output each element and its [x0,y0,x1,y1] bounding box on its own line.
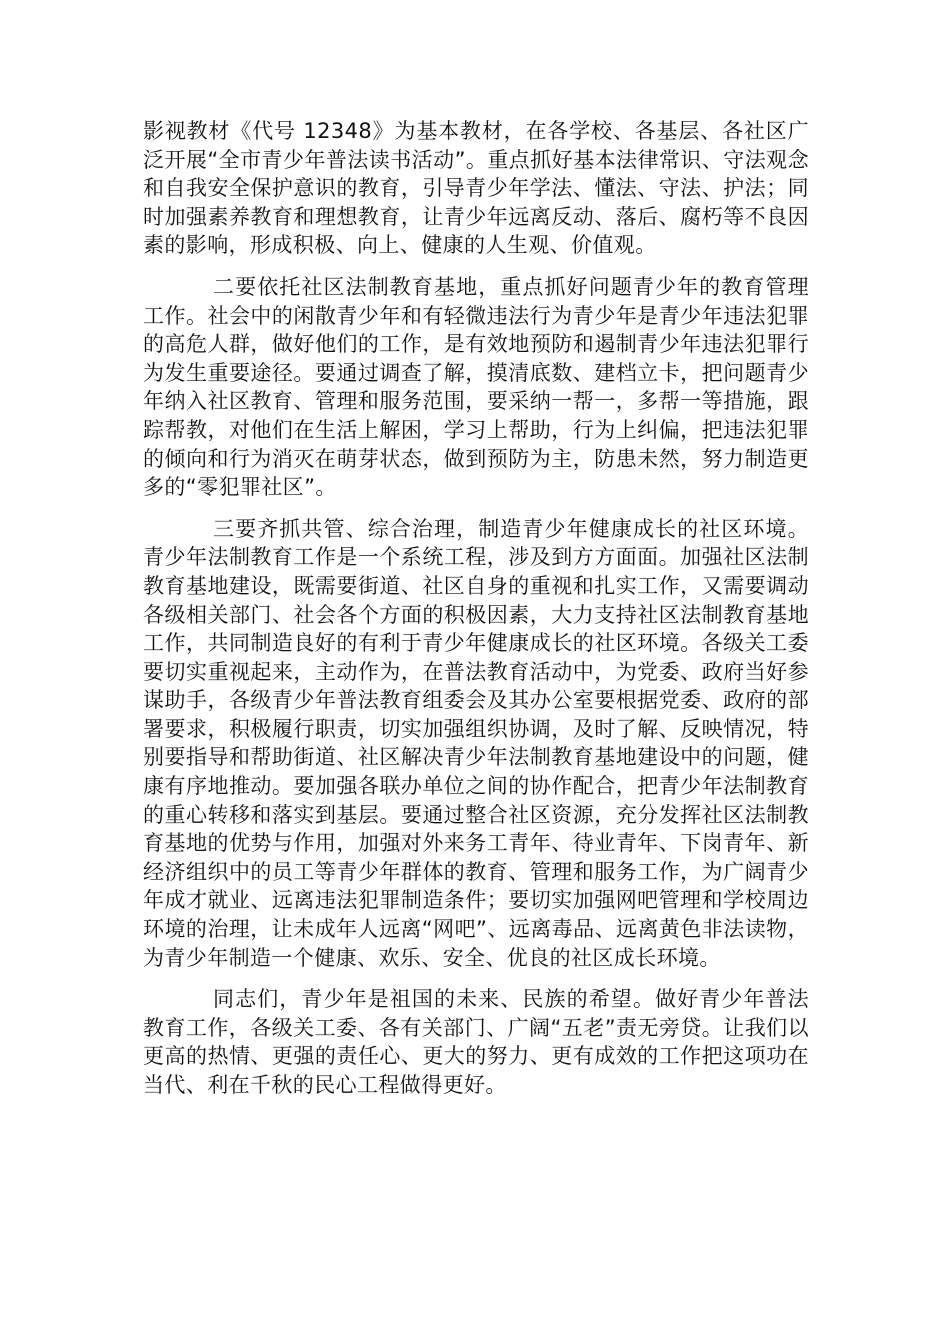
paragraph-1: 影视教材《代号 12348》为基本教材，在各学校、各基层、各社区广泛开展“全市青少年普法读书活动”。重点抓好基本法律常识、守法观念和自我安全保护意识的教育，引导青少年学法、懂法、守法、护法；同时加强素养教育和理想教育，让青少年远离反动、落后、腐朽等不良因素的影响，形成积极、向上、健康的人生观、价值观。 [143,119,809,258]
document-body [143,117,809,1113]
paragraph-2: 二要依托社区法制教育基地，重点抓好问题青少年的教育管理工作。社会中的闲散青少年和有轻微违法行为青少年是青少年违法犯罪的高危人群，做好他们的工作，是有效地预防和遏制青少年违法犯罪行为发生重要途径。要通过调查了解，摸清底数、建档立卡，把问题青少年纳入社区教育、管理和服务范围，要采纳一帮一，多帮一等措施，跟踪帮教，对他们在生活上解困，学习上帮助，行为上纠偏，把违法犯罪的倾向和行为消灭在萌芽状态，做到预防为主，防患未然，努力制造更多的“零犯罪社区”。 [143,274,809,500]
paragraph-4: 同志们，青少年是祖国的未来、民族的希望。做好青少年普法教育工作，各级关工委、各有关部门、广阔“五老”责无旁贷。让我们以更高的热情、更强的责任心、更大的努力、更有成效的工作把这项功在当代、利在千秋的民心工程做得更好。 [143,987,809,1097]
paragraph-3: 三要齐抓共管、综合治理，制造青少年健康成长的社区环境。青少年法制教育工作是一个系统工程，涉及到方方面面。加强社区法制教育基地建设，既需要街道、社区自身的重视和扎实工作，又需要调动各级相关部门、社会各个方面的积极因素，大力支持社区法制教育基地工作，共同制造良好的有利于青少年健康成长的社区环境。各级关工委要切实重视起来，主动作为，在普法教育活动中，为党委、政府当好参谋助手，各级青少年普法教育组委会及其办公室要根据党委、政府的部署要求，积极履行职责，切实加强组织协调，及时了解、反映情况，特别要指导和帮助街道、社区解决青少年法制教育基地建设中的问题，健康有序地推动。要加强各联办单位之间的协作配合，把青少年法制教育的重心转移和落实到基层。要通过整合社区资源，充分发挥社区法制教育基地的优势与作用，加强对外来务工青年、待业青年、下岗青年、新经济组织中的员工等青少年群体的教育、管理和服务工作，为广阔青少年成才就业、远离违法犯罪制造条件；要切实加强网吧管理和学校周边环境的治理，让未成年人远离“网吧”、远离毒品、远离黄色非法读物，为青少年制造一个健康、欢乐、安全、优良的社区成长环境。 [143,516,809,970]
